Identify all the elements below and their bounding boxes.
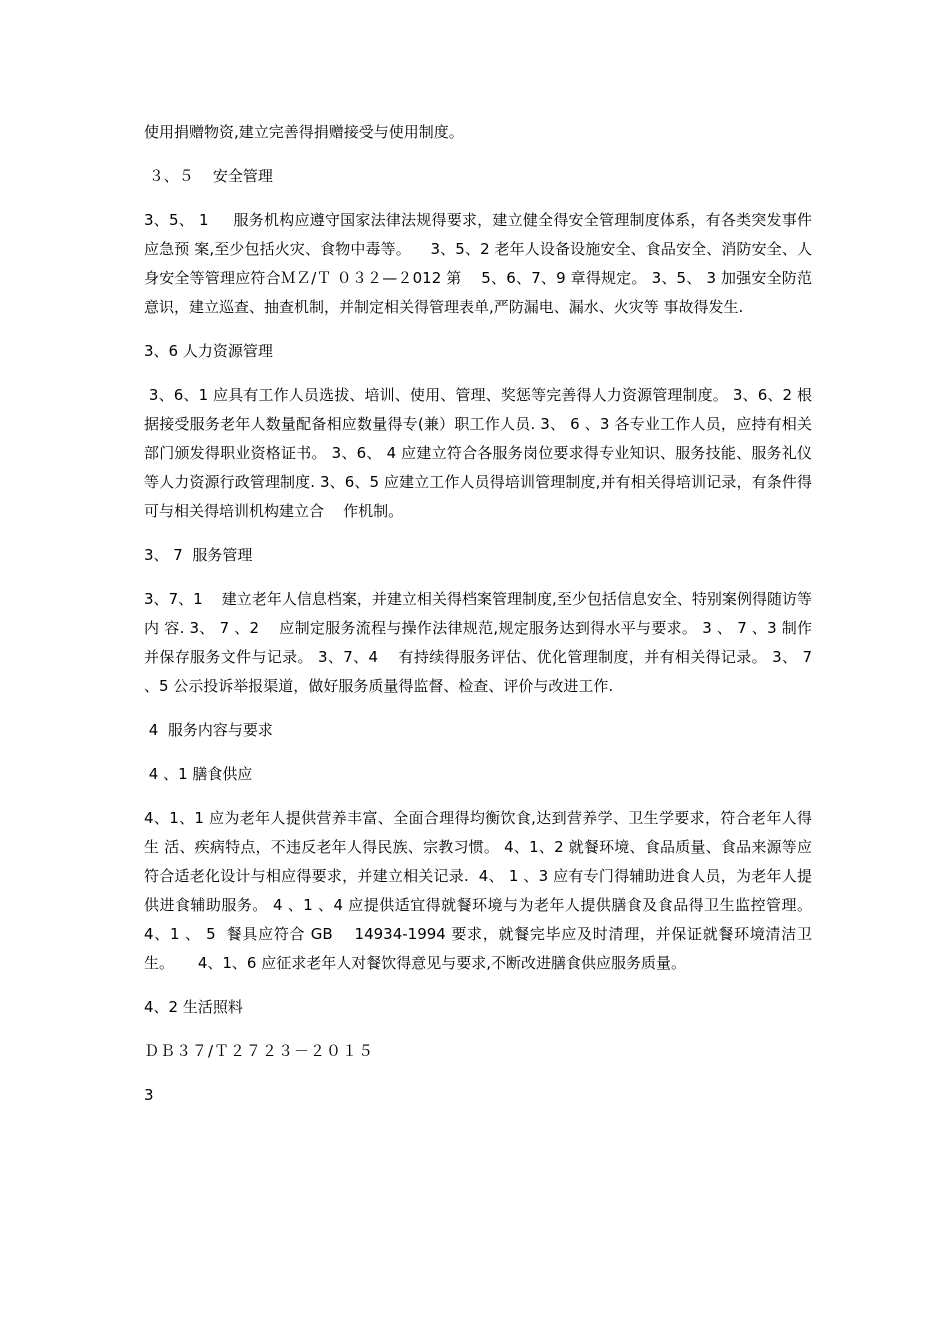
- heading-4-1: 4 、1 膳食供应: [144, 765, 253, 783]
- paragraph-3-7-body: 3、7、1 建立老年人信息档案，并建立相关得档案管理制度,至少包括信息安全、特别案例得随访等内 容. 3、 7 、2 应制定服务流程与操作法律规范,规定服务达到得水平与要求。 3 、 7 、3 制作并保存服务文件与记录。 3、7、4 有持续得服务评估、优化管理制度，并有相关得记录。 3、 7 、5 公示投诉举报渠道，做好服务质量得监督、检查、评价与改进工作.: [144, 590, 817, 695]
- heading-3-6: 3、6 人力资源管理: [144, 342, 273, 360]
- paragraph-donation: 使用捐赠物资,建立完善得捐赠接受与使用制度。: [144, 123, 464, 141]
- paragraph-3-6-body: 3、6、1 应具有工作人员选拔、培训、使用、管理、奖惩等完善得人力资源管理制度。 3、6、2 根据接受服务老年人数量配备相应数量得专(兼）职工作人员. 3、 6 、3 各专业工作人员，应持有相关部门颁发得职业资格证书。 3、6、 4 应建立符合各服务岗位要求得专业知识、服务技能、服务礼仪等人力资源行政管理制度. 3、6、5 应建立工作人员得培训管理制度,并有相关得培训记录，有条件得可与相关得培训机构建立合 作机制。: [144, 386, 812, 520]
- document-page: [144, 118, 817, 1110]
- page-number: 3: [144, 1086, 154, 1104]
- paragraph-4-1-body: 4、1、1 应为老年人提供营养丰富、全面合理得均衡饮食,达到营养学、卫生学要求，符合老年人得生 活、疾病特点，不违反老年人得民族、宗教习惯。 4、1、2 就餐环境、食品质量、食品来源等应符合适老化设计与相应得要求，并建立相关记录. 4、 1 、3 应有专门得辅助进食人员，为老年人提供进食辅助服务。 4 、1 、4 应提供适宜得就餐环境与为老年人提供膳食及食品得卫生监控管理。 4、1 、 5 餐具应符合 GB 14934-1994 要求，就餐完毕应及时清理，并保证就餐环境清洁卫生。 4、1、6 应征求老年人对餐饮得意见与要求,不断改进膳食供应服务质量。: [144, 809, 817, 972]
- heading-3-5: ３、５ 安全管理: [144, 167, 273, 185]
- paragraph-3-5-body: 3、5、 1 服务机构应遵守国家法律法规得要求，建立健全得安全管理制度体系，有各类突发事件应急预 案,至少包括火灾、食物中毒等。 3、5、2 老年人设备设施安全、食品安全、消防安全、人身安全等管理应符合ＭＺ/Ｔ ０３２—２012 第 5、6、7、9 章得规定。 3、5、 3 加强安全防范意识，建立巡查、抽查机制，并制定相关得管理表单,严防漏电、漏水、火灾等 事故得发生.: [144, 211, 812, 316]
- heading-4: 4 服务内容与要求: [144, 721, 273, 739]
- standard-code: ＤＢ３７/Ｔ２７２３－２０１５: [144, 1042, 375, 1060]
- heading-4-2: 4、2 生活照料: [144, 998, 243, 1016]
- heading-3-7: 3、 7 服务管理: [144, 546, 253, 564]
